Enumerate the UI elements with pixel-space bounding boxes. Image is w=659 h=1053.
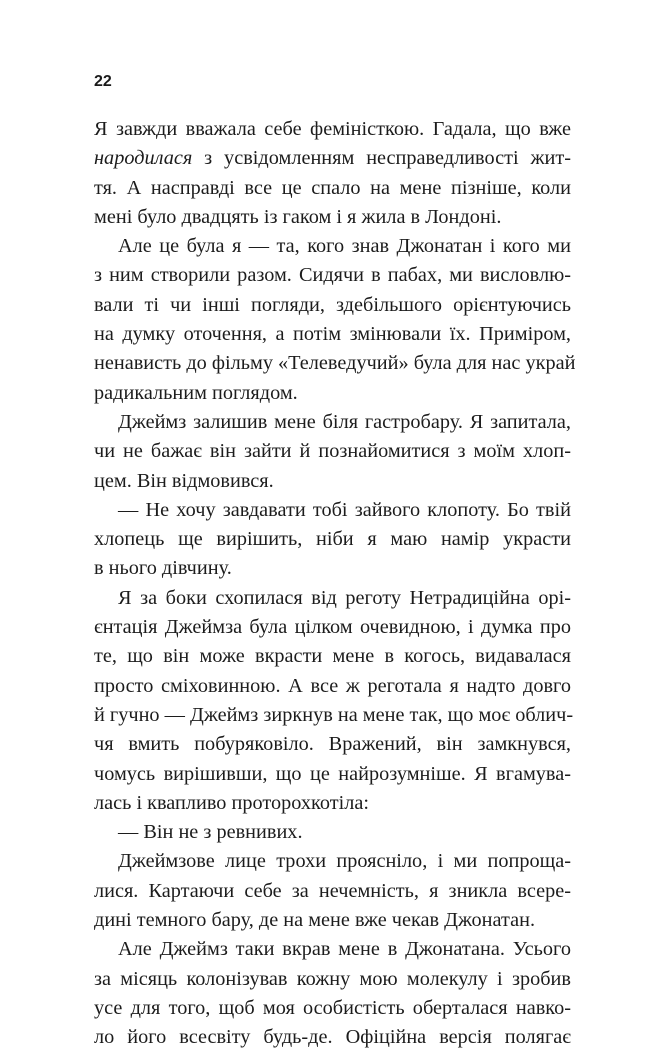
text-line: Я за боки схопилася від реготу Нетрадиційна орі- xyxy=(118,586,571,609)
text-line: тя. А насправді все це спало на мене пізніше, коли xyxy=(94,176,571,199)
text-line: — Не хочу завдавати тобі зайвого клопоту. Бо твій xyxy=(118,498,571,521)
text-line: просто сміховинною. А все ж реготала я надто довго xyxy=(94,674,571,697)
text-line: вали ті чи інші погляди, здебільшого орієнтуючись xyxy=(94,293,571,316)
text-line: з ним створили разом. Сидячи в пабах, ми висловлю- xyxy=(94,264,571,287)
text-line: мені було двадцять із гаком і я жила в Лондоні. xyxy=(94,205,502,228)
text-line: за місяць колонізував кожну мою молекулу і зробив xyxy=(94,967,571,990)
text-line: ненависть до фільму «Телеведучий» була для нас украй xyxy=(94,352,576,375)
text-line: на думку оточення, а потім змінювали їх. Приміром, xyxy=(94,323,571,346)
text-line xyxy=(94,144,571,173)
text-line: в нього дівчину. xyxy=(94,557,232,580)
text-line: Але це була я — та, кого знав Джонатан і кого ми xyxy=(118,235,571,258)
text-line: усе для того, щоб моя особистість оберталася навко- xyxy=(94,996,571,1019)
text-line: Я завжди вважала себе феміністкою. Гадала, що вже xyxy=(94,118,571,140)
text-line: Джеймзове лице трохи прояснілo, і ми попроща- xyxy=(118,850,571,873)
text-line: дині темного бару, де на мене вже чекав Джонатан. xyxy=(94,909,536,932)
page-number: 22 xyxy=(94,73,112,90)
text-line: цем. Він відмовився. xyxy=(94,469,274,492)
text-line: те, що він може вкрасти мене в когось, видавалася xyxy=(94,645,571,668)
text-line: — Він не з ревнивих. xyxy=(118,821,303,844)
text-line: й гучно — Джеймз зиркнув на мене так, що моє облич- xyxy=(94,703,574,726)
text-line: чи не бажає він зайти й познайомитися з моїм хлоп- xyxy=(94,440,571,463)
text-segment: з усвідомленням несправедливості жит- xyxy=(192,147,571,170)
text-line: Джеймз залишив мене біля гастробару. Я запитала, xyxy=(118,410,571,433)
text-line: лась і квапливо проторохкотіла: xyxy=(94,791,369,814)
text-line: Але Джеймз таки вкрав мене в Джонатана. Усього xyxy=(118,938,571,961)
text-line: хлопець ще вирішить, ніби я маю намір украсти xyxy=(94,528,571,551)
text-line: лися. Картаючи себе за нечемність, я зникла всере- xyxy=(94,879,571,902)
text-line: чя вмить побуряковіло. Вражений, він замкнувся, xyxy=(94,733,571,756)
emphasized-word: народилася xyxy=(94,147,193,170)
text-line: ло його всесвіту будь-де. Офіційна версія полягає xyxy=(94,1026,571,1049)
body-text xyxy=(94,115,576,1053)
text-line: чомусь вирішивши, що це найрозумніше. Я вгамува- xyxy=(94,762,571,785)
text-line: радикальним поглядом. xyxy=(94,381,298,404)
text-line: єнтація Джеймза була цілком очевидною, і думка про xyxy=(94,616,571,639)
